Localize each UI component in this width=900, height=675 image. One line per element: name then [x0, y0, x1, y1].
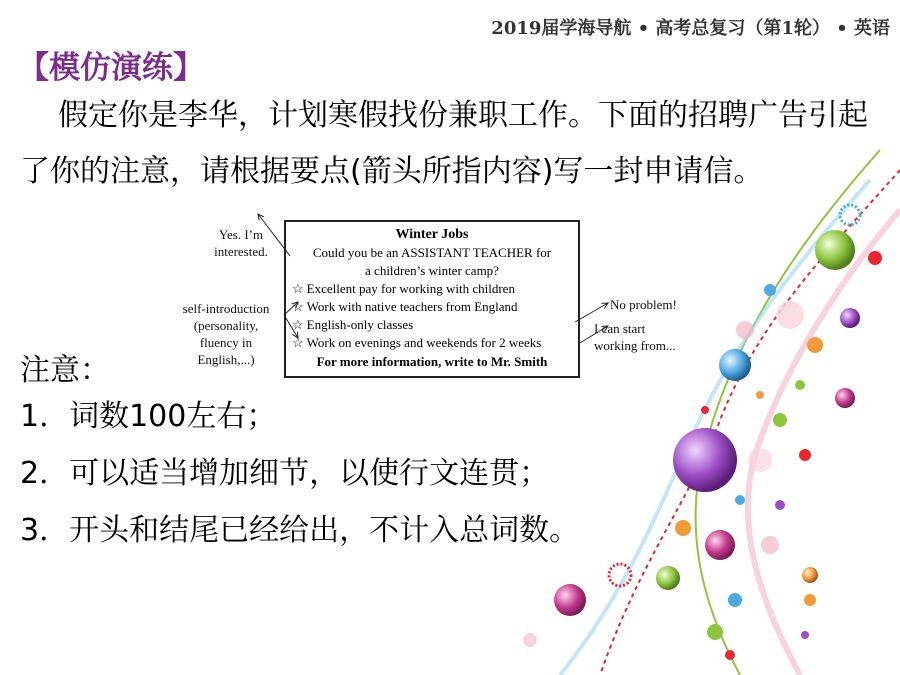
- decor-bubble: [736, 321, 754, 339]
- decor-bubble: [719, 349, 751, 381]
- decor-bubble: [795, 380, 805, 390]
- star-icon: ☆: [292, 281, 304, 296]
- decor-bubble: [868, 251, 882, 265]
- decor-bubble: [801, 631, 809, 639]
- prompt-text: 假定你是李华，计划寒假找份兼职工作。下面的招聘广告引起了你的注意，请根据要点(箭头所指内容)写一封申请信。: [20, 98, 868, 189]
- notice-item: 3．开头和结尾已经给出，不计入总词数。: [20, 513, 580, 548]
- annotation-line: (personality,: [193, 318, 259, 333]
- annotation-line: interested.: [214, 244, 268, 259]
- decor-bubble: [775, 500, 785, 510]
- star-icon: ☆: [292, 317, 304, 332]
- annotation-no-problem: No problem!: [610, 297, 677, 312]
- decor-bubble: [840, 308, 860, 328]
- decor-curve: [696, 150, 880, 675]
- decor-bubble: [554, 584, 586, 616]
- notice-item: 1．词数100左右；: [20, 399, 277, 434]
- header-course-title: 2019届学海导航 • 高考总复习（第1轮） • 英语: [491, 18, 890, 39]
- annotation-line: fluency in: [199, 335, 253, 350]
- ad-question-line1: Could you be an ASSISTANT TEACHER for: [312, 245, 552, 260]
- annotation-line: I can start: [594, 321, 646, 336]
- decor-bubble: [776, 301, 804, 329]
- section-title: 【模仿演练】: [18, 50, 204, 86]
- ad-bullet-text: English-only classes: [306, 317, 414, 332]
- decor-bubble: [804, 594, 816, 606]
- annotation-line: Yes. I’m: [218, 227, 264, 242]
- decor-bubble: [835, 388, 855, 408]
- decor-bubble: [656, 566, 680, 590]
- decor-bubble: [773, 413, 787, 427]
- decor-bubble: [523, 633, 537, 647]
- decor-bubble: [701, 406, 709, 414]
- decor-bubble: [799, 449, 811, 461]
- decor-bubble: [802, 567, 818, 583]
- decor-bubble: [815, 230, 855, 270]
- decor-curve: [600, 170, 900, 675]
- ad-title: Winter Jobs: [395, 227, 469, 242]
- decor-bubble: [707, 624, 723, 640]
- ad-bullet-text: Work with native teachers from England: [306, 299, 518, 314]
- ad-footer: For more information, write to Mr. Smith: [316, 354, 548, 369]
- decor-bubble: [673, 428, 737, 492]
- decor-bubble: [705, 530, 735, 560]
- ad-bullet-text: Excellent pay for working with children: [306, 281, 515, 296]
- decor-bubble: [764, 284, 776, 296]
- annotation-line: English,...): [197, 352, 255, 367]
- decor-bubble: [675, 520, 691, 536]
- decor-bubble: [748, 448, 772, 472]
- annotation-line: working from...: [594, 338, 676, 353]
- decor-bubble: [756, 391, 764, 399]
- ad-question-line2: a children’s winter camp?: [365, 263, 499, 278]
- decor-bubble: [725, 650, 735, 660]
- annotation-line: self-introduction: [182, 301, 270, 316]
- notice-item: 2．可以适当增加细节，以使行文连贯；: [20, 456, 550, 491]
- decor-bubble: [761, 536, 779, 554]
- notice-heading: 注意：: [20, 353, 110, 388]
- decor-bubble: [728, 593, 742, 607]
- decor-bubble: [807, 337, 823, 353]
- star-icon: ☆: [292, 335, 304, 350]
- decor-bubble: [735, 495, 745, 505]
- star-icon: ☆: [292, 299, 304, 314]
- decor-curve: [748, 210, 900, 675]
- ad-bullet-text: Work on evenings and weekends for 2 weeks: [306, 335, 542, 350]
